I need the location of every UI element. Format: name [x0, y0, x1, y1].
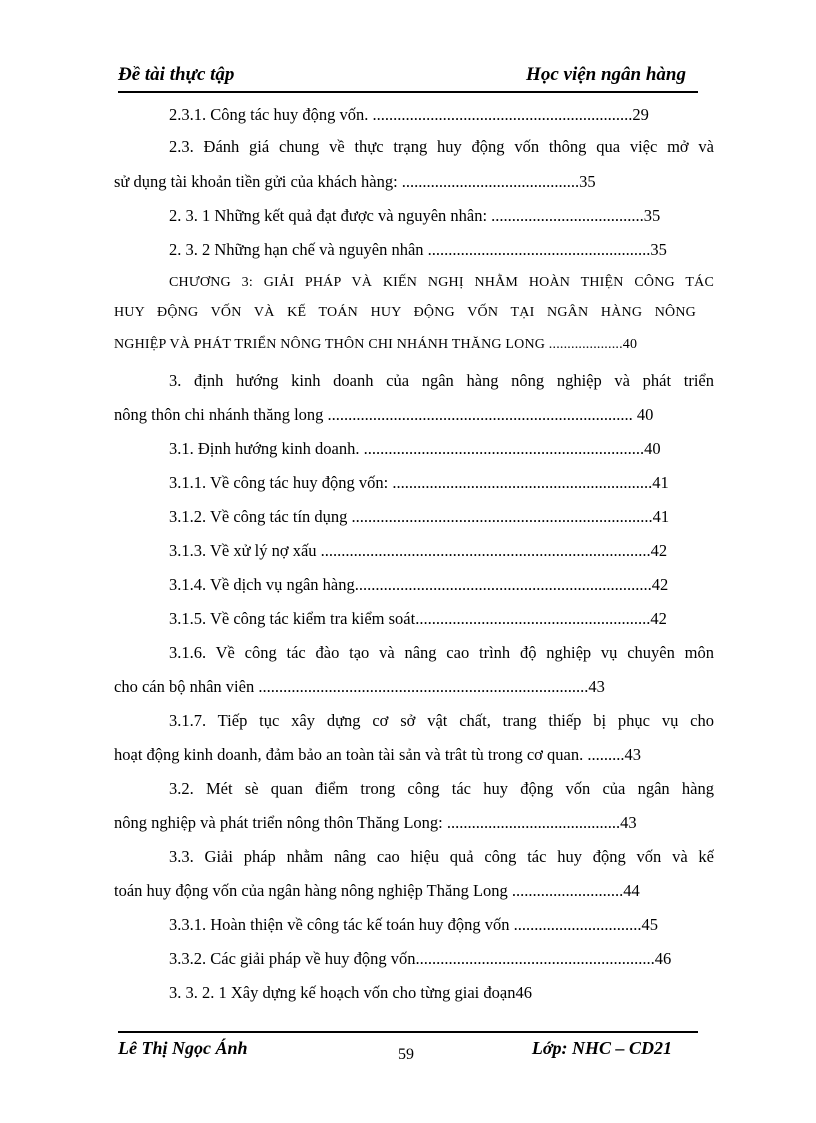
toc-line: 3.1.7. Tiếp tục xây dựng cơ sở vật chất, trang thiếp bị phục vụ cho: [169, 711, 714, 730]
toc-chapter-line: HUY ĐỘNG VỐN VÀ KẾ TOÁN HUY ĐỘNG VỐN TẠI NGÂN HÀNG NÔNG: [114, 305, 696, 320]
toc-line: 2.3. Đánh giá chung về thực trạng huy động vốn thông qua việc mở và: [169, 137, 714, 156]
toc-line: sử dụng tài khoản tiền gửi của khách hàng: ...........................................35: [114, 172, 596, 191]
toc-line: 3.1.3. Về xử lý nợ xấu ................................................................................42: [169, 541, 668, 560]
toc-line: 3. 3. 2. 1 Xây dựng kế hoạch vốn cho từng giai đoạn46: [169, 983, 532, 1002]
footer-rule: [118, 1031, 698, 1033]
toc-line: 3. định hướng kinh doanh của ngân hàng nông nghiệp và phát triển: [169, 371, 714, 390]
toc-chapter-line: NGHIỆP VÀ PHÁT TRIỂN NÔNG THÔN CHI NHÁNH THĂNG LONG ....................40: [114, 337, 638, 352]
toc-line: 3.3.1. Hoàn thiện về công tác kế toán huy động vốn ...............................45: [169, 915, 658, 934]
toc-line: 3.1.1. Về công tác huy động vốn: ...............................................................41: [169, 473, 669, 492]
header-topic: Đề tài thực tập: [118, 64, 235, 85]
footer-class: Lớp: NHC – CD21: [531, 1038, 672, 1058]
toc-line: nông nghiệp và phát triển nông thôn Thăng Long: ..........................................43: [114, 813, 637, 832]
footer-author: Lê Thị Ngọc Ánh: [118, 1038, 248, 1058]
toc-line: 2. 3. 2 Những hạn chế và nguyên nhân ......................................................35: [169, 240, 667, 259]
toc-line: hoạt động kinh doanh, đảm bảo an toàn tài sản và trât tù trong cơ quan. .........43: [114, 745, 641, 764]
header-institution: Học viện ngân hàng: [526, 64, 686, 85]
page-header: [118, 64, 698, 92]
toc-line: 3.3.2. Các giải pháp về huy động vốn..........................................................46: [169, 949, 672, 968]
toc-line: 3.1.2. Về công tác tín dụng .........................................................................41: [169, 507, 670, 526]
page-number: 59: [398, 1046, 414, 1063]
toc-line: 3.1. Định hướng kinh doanh. ....................................................................40: [169, 439, 661, 458]
toc-line: toán huy động vốn của ngân hàng nông nghiệp Thăng Long ...........................44: [114, 881, 640, 900]
toc-line: 3.2. Mét sè quan điểm trong công tác huy động vốn của ngân hàng: [169, 779, 714, 798]
toc-chapter-line: CHƯƠNG 3: GIẢI PHÁP VÀ KIẾN NGHỊ NHẰM HOÀN THIỆN CÔNG TÁC: [169, 275, 714, 290]
toc-line: 3.1.4. Về dịch vụ ngân hàng........................................................................42: [169, 575, 669, 594]
toc-line: 3.1.5. Về công tác kiểm tra kiểm soát.........................................................42: [169, 609, 667, 628]
toc-line: cho cán bộ nhân viên ................................................................................43: [114, 677, 605, 696]
toc-line: 3.1.6. Về công tác đào tạo và nâng cao trình độ nghiệp vụ chuyên môn: [169, 643, 714, 662]
toc-line: 2. 3. 1 Những kết quả đạt được và nguyên nhân: .....................................35: [169, 206, 661, 225]
toc-line: 2.3.1. Công tác huy động vốn. ...............................................................29: [169, 105, 649, 124]
toc-line: 3.3. Giải pháp nhằm nâng cao hiệu quả công tác huy động vốn và kế: [169, 847, 714, 866]
header-rule: [118, 91, 698, 93]
toc-line: nông thôn chi nhánh thăng long .......................................................................... 40: [114, 405, 654, 424]
page-footer: [118, 1038, 698, 1072]
